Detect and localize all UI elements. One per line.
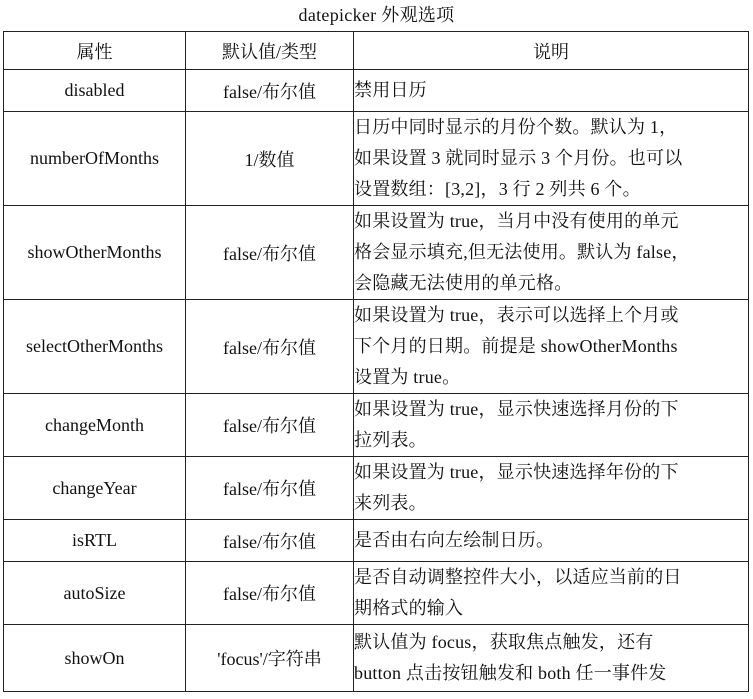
description-line: 禁用日历 xyxy=(354,80,427,100)
table-row xyxy=(4,112,749,206)
option-default-type: false/布尔值 xyxy=(186,394,354,457)
table-row xyxy=(4,457,749,520)
description-line: 来列表。 xyxy=(354,493,427,513)
option-description xyxy=(354,562,749,625)
option-default-type: 'focus'/字符串 xyxy=(186,625,354,692)
option-name: autoSize xyxy=(4,562,186,625)
table-row xyxy=(4,70,749,112)
table-row xyxy=(4,300,749,394)
option-name: showOn xyxy=(4,625,186,692)
header-default-type: 默认值/类型 xyxy=(186,32,354,70)
header-property: 属性 xyxy=(4,32,186,70)
option-name: selectOtherMonths xyxy=(4,300,186,394)
description-line: 设置数组：[3,2]，3 行 2 列共 6 个。 xyxy=(354,179,641,199)
option-name: showOtherMonths xyxy=(4,206,186,300)
table-caption: datepicker 外观选项 xyxy=(298,5,455,25)
description-line: 格会显示填充,但无法使用。默认为 false， xyxy=(354,242,690,262)
option-default-type: false/布尔值 xyxy=(186,457,354,520)
option-default-type: false/布尔值 xyxy=(186,300,354,394)
option-name: disabled xyxy=(4,70,186,112)
option-description xyxy=(354,300,749,394)
table-row xyxy=(4,625,749,692)
option-name: isRTL xyxy=(4,520,186,562)
option-name: changeMonth xyxy=(4,394,186,457)
description-line: 下个月的日期。前提是 showOtherMonths xyxy=(354,336,678,356)
table-row xyxy=(4,562,749,625)
option-description xyxy=(354,394,749,457)
description-line: 如果设置为 true，当月中没有使用的单元 xyxy=(354,211,679,231)
option-description xyxy=(354,112,749,206)
options-table xyxy=(3,31,749,692)
option-name: changeYear xyxy=(4,457,186,520)
option-description xyxy=(354,70,749,112)
option-default-type: false/布尔值 xyxy=(186,206,354,300)
description-line: 如果设置为 true，表示可以选择上个月或 xyxy=(354,305,679,325)
option-description xyxy=(354,520,749,562)
description-line: 设置为 true。 xyxy=(354,367,461,387)
option-name: numberOfMonths xyxy=(4,112,186,206)
description-line: 拉列表。 xyxy=(354,430,427,450)
option-description xyxy=(354,206,749,300)
description-line: 期格式的输入 xyxy=(354,598,464,618)
table-row xyxy=(4,520,749,562)
option-default-type: false/布尔值 xyxy=(186,520,354,562)
description-line: 是否由右向左绘制日历。 xyxy=(354,530,555,550)
description-line: 会隐藏无法使用的单元格。 xyxy=(354,273,573,293)
table-row xyxy=(4,206,749,300)
option-description xyxy=(354,625,749,692)
option-description xyxy=(354,457,749,520)
option-default-type: false/布尔值 xyxy=(186,70,354,112)
option-default-type: false/布尔值 xyxy=(186,562,354,625)
description-line: 如果设置为 true，显示快速选择年份的下 xyxy=(354,462,679,482)
description-line: 日历中同时显示的月份个数。默认为 1， xyxy=(354,117,678,137)
description-line: 是否自动调整控件大小，以适应当前的日 xyxy=(354,567,682,587)
description-line: 默认值为 focus，获取焦点触发，还有 xyxy=(354,632,654,652)
header-description: 说明 xyxy=(354,32,749,70)
description-line: 如果设置 3 就同时显示 3 个月份。也可以 xyxy=(354,148,683,168)
description-line: 如果设置为 true，显示快速选择月份的下 xyxy=(354,399,679,419)
option-default-type: 1/数值 xyxy=(186,112,354,206)
table-row xyxy=(4,394,749,457)
description-line: button 点击按钮触发和 both 任一事件发 xyxy=(354,663,667,683)
header-row xyxy=(4,32,749,70)
